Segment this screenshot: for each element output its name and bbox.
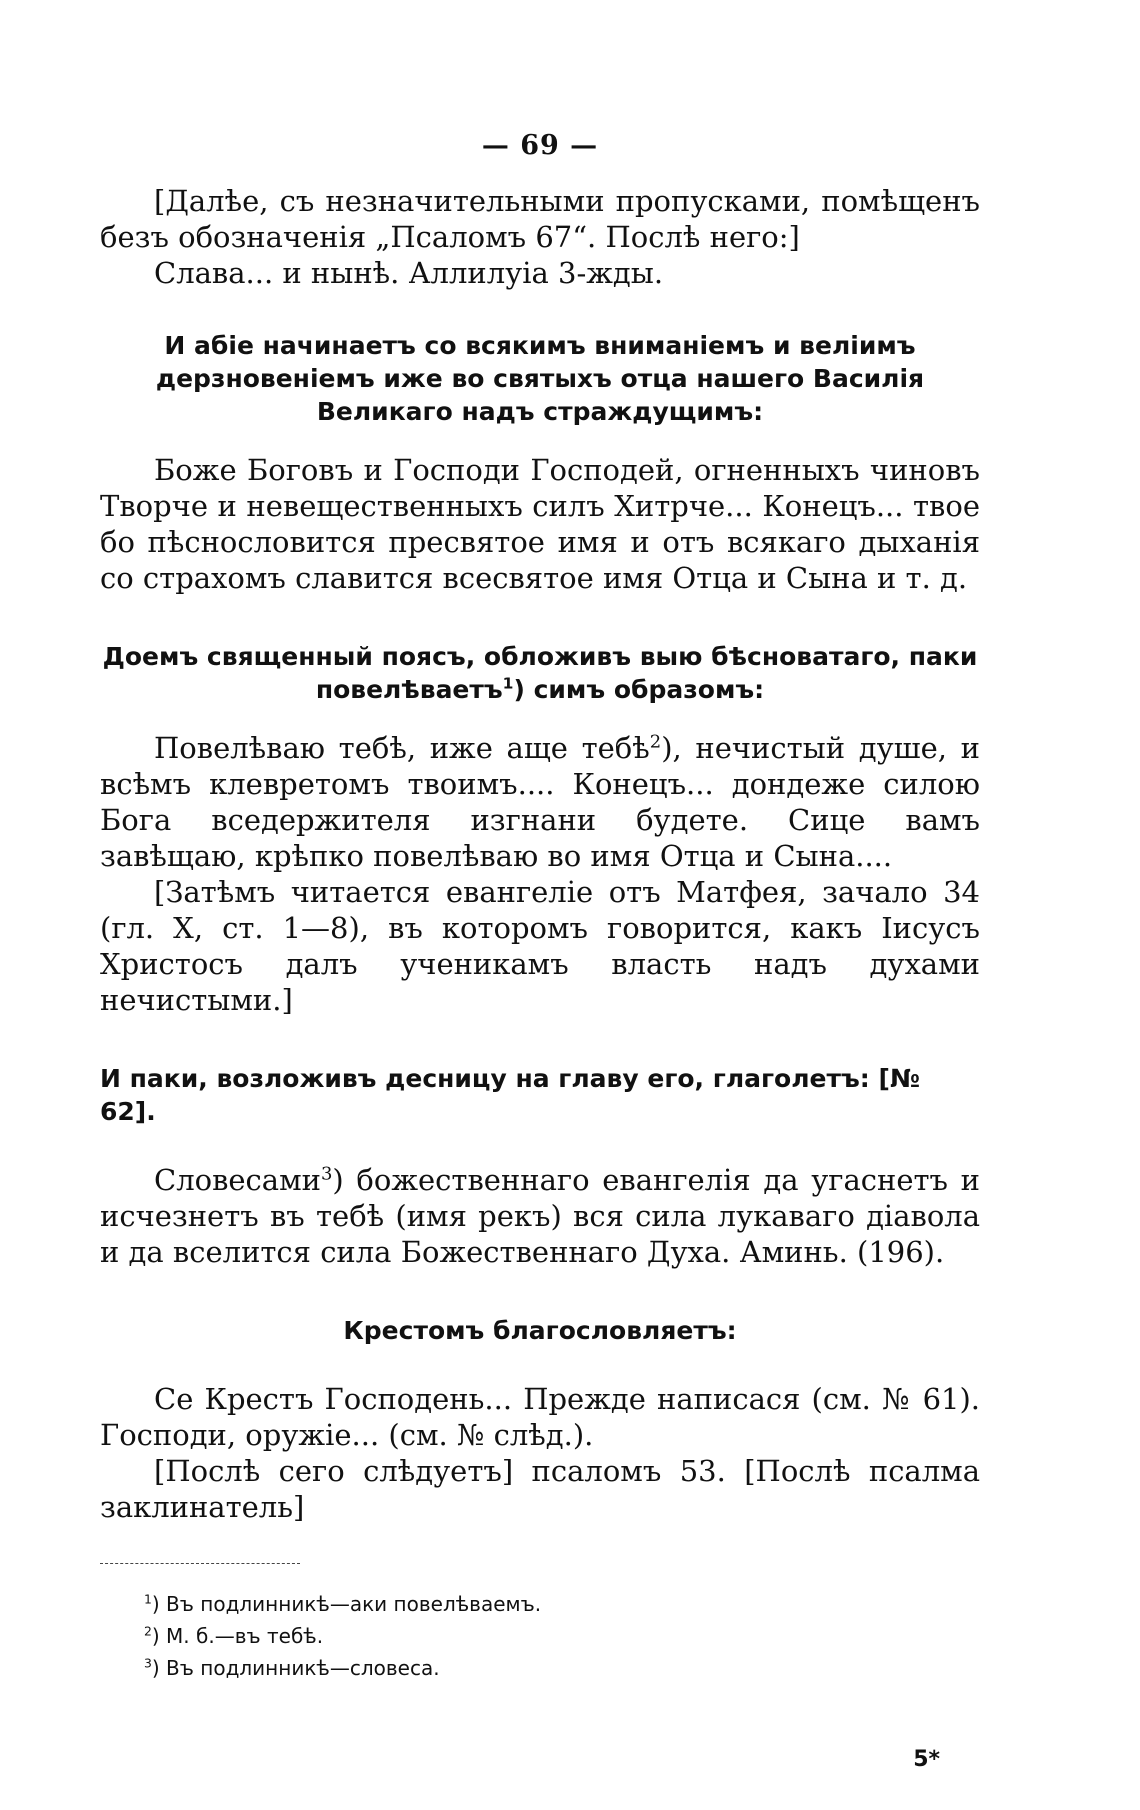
footnote-text: ) Въ подлинникѣ—аки повелѣваемъ. xyxy=(151,1592,542,1616)
footnotes xyxy=(100,1588,980,1684)
book-page xyxy=(100,120,980,1800)
editorial-note-gospel: [Затѣмъ читается евангеліе отъ Матфея, зачало 34 (гл. X, ст. 1—8), въ которомъ говорится, какъ Іисусъ Христосъ далъ ученикамъ власть надъ духами нечистыми.] xyxy=(100,875,980,1017)
rubric-heading-belt-text: Доемъ священный поясъ, обложивъ выю бѣсноватаго, паки повелѣваетъ xyxy=(102,642,978,704)
exorcism-command-rest: ), нечистый душе, и всѣмъ клевретомъ твоимъ.... Конецъ... дондеже силою Бога вседержителя изгнани будете. Сице вамъ завѣщаю, крѣпко повелѣваю во имя Отца и Сына.... xyxy=(100,731,980,873)
exorcism-command-text xyxy=(100,730,980,874)
rubric-heading-hand: И паки, возложивъ десницу на главу его, глаголетъ: [№ 62]. xyxy=(100,1064,920,1126)
footnote-mark: 3 xyxy=(144,1655,152,1671)
footnote-mark: 1 xyxy=(144,1591,152,1607)
editorial-note-psalm: [Далѣе, съ незначительными пропусками, помѣщенъ безъ обозначенія „Псаломъ 67“. Послѣ него:] xyxy=(100,184,980,254)
printer-signature-mark: 5* xyxy=(913,1747,940,1772)
footnote-text: ) Въ подлинникѣ—словеса. xyxy=(151,1656,440,1680)
footnote-ref-1: 1 xyxy=(502,674,514,693)
cross-prayer-text: Се Крестъ Господень... Прежде написася (см. № 61). Господи, оружіе... (см. № слѣд.). xyxy=(100,1382,980,1452)
footnote-2 xyxy=(144,1620,980,1652)
prayer-text-basil: Боже Боговъ и Господи Господей, огненныхъ чиновъ Творче и невещественныхъ силъ Хитрче... Конецъ... твое бо пѣснословится пресвятое имя и отъ всякаго дыханія со страхомъ славится всесвятое имя Отца и Сына и т. д. xyxy=(100,453,980,595)
page-number: — 69 — xyxy=(481,130,599,161)
footnote-3 xyxy=(144,1652,980,1684)
footnote-divider xyxy=(100,1563,300,1564)
doxology-line: Слава... и нынѣ. Аллилуіа 3-жды. xyxy=(154,256,664,290)
editorial-note-psalm-53: [Послѣ сего слѣдуетъ] псаломъ 53. [Послѣ псалма заклинатель] xyxy=(100,1454,980,1524)
rubric-heading-belt-tail: ) симъ образомъ: xyxy=(513,675,765,704)
footnote-ref-3: 3 xyxy=(320,1163,333,1185)
gospel-words-rest: ) божественнаго евангелія да угаснетъ и исчезнетъ въ тебѣ (имя рекъ) вся сила лукаваго діавола и да вселится сила Божественнаго Духа. Аминь. (196). xyxy=(100,1163,980,1269)
exorcism-command-start: Повелѣваю тебѣ, иже аще тебѣ xyxy=(154,731,650,765)
rubric-heading-basil: И абіе начинаетъ со всякимъ вниманіемъ и веліимъ дерзновеніемъ иже во святыхъ отца нашего Василія Великаго надъ страждущимъ: xyxy=(155,331,925,426)
footnote-ref-2: 2 xyxy=(649,731,662,753)
rubric-heading-cross: Крестомъ благословляетъ: xyxy=(343,1316,737,1345)
rubric-heading-belt xyxy=(100,640,980,706)
footnote-mark: 2 xyxy=(144,1623,152,1639)
gospel-words-start: Словесами xyxy=(154,1163,321,1197)
footnote-1 xyxy=(144,1588,980,1620)
prayer-text-gospel-words xyxy=(100,1162,980,1270)
footnote-text: ) М. б.—въ тебѣ. xyxy=(151,1624,324,1648)
